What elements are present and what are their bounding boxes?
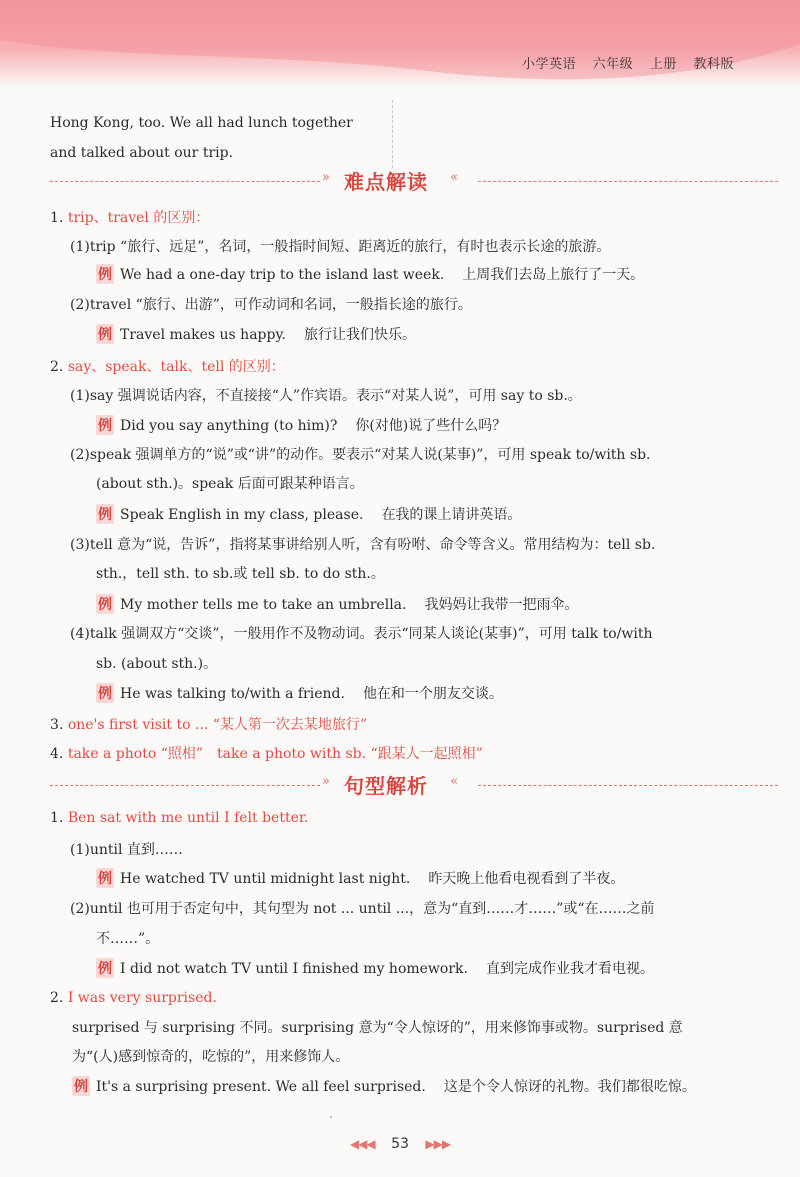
sub-item-text: (2)travel “旅行、出游”，可作动词和名词，一般指长途的旅行。: [70, 297, 472, 313]
list-item: [50, 714, 367, 734]
example-en: We had a one-day trip to the island last week.: [120, 267, 445, 283]
triple-left-triangles-icon: ◀◀◀: [349, 1137, 375, 1151]
body-text: surprised 与 surprising 不同。surprising 意为“令人惊讶的”，用来修饰事或物。surprised 意: [72, 1020, 683, 1036]
item-heading: say、speak、talk、tell 的区别：: [67, 359, 285, 375]
sub-item-text: (1)trip “旅行、远足”，名词，一般指时间短、距离近的旅行，有时也表示长途的旅游。: [70, 239, 611, 255]
example-zh: 直到完成作业我才看电视。: [485, 961, 654, 977]
page-footer: [0, 1136, 800, 1152]
example-en: My mother tells me to take an umbrella.: [120, 597, 407, 613]
example-en: Speak English in my class, please.: [120, 507, 364, 523]
example-en: He was talking to/with a friend.: [120, 686, 345, 702]
top-text-line: Hong Kong, too. We all had lunch together: [50, 115, 353, 131]
dash-line: [478, 181, 778, 182]
example-row: [96, 868, 624, 888]
sub-item-text: (1)say 强调说话内容，不直接接“人”作宾语。表示“对某人说”，可用 say to sb.。: [70, 388, 582, 404]
sub-item-text: (2)until 也可用于否定句中，其句型为 not ... until ...，意为“直到……才……”或“在……之前: [70, 901, 655, 917]
sub-item-text: (2)speak 强调单方的“说”或“讲”的动作。要表示“对某人说(某事)”，可用 speak to/with sb.: [70, 447, 651, 463]
example-tag: 例: [96, 683, 114, 703]
example-tag: 例: [96, 504, 114, 524]
section-title-bar: [50, 772, 778, 800]
item-number: 3.: [50, 717, 64, 733]
section-title-bar: [50, 168, 778, 196]
item-heading: take a photo “照相” take a photo with sb. “跟某人一起照相”: [67, 746, 483, 762]
decorative-dot: [330, 1116, 332, 1118]
dash-line: [50, 785, 320, 786]
double-left-arrow-icon: «: [450, 774, 458, 789]
item-number: 2.: [50, 359, 64, 375]
example-row: [96, 958, 654, 978]
example-en: Travel makes us happy.: [120, 327, 286, 343]
header-subject: 小学英语: [522, 57, 577, 72]
column-divider: [392, 100, 393, 168]
example-row: [96, 504, 521, 524]
item-heading: trip、travel 的区别：: [67, 210, 210, 226]
item-number: 4.: [50, 746, 64, 762]
list-item: [50, 810, 308, 826]
triple-right-triangles-icon: ▶▶▶: [425, 1137, 451, 1151]
header-edition: 教科版: [693, 57, 734, 72]
item-heading: I was very surprised.: [67, 990, 217, 1006]
sub-item-text-cont: sb. (about sth.)。: [96, 656, 218, 672]
example-row: [96, 415, 506, 435]
example-tag: 例: [96, 958, 114, 978]
header-text: [510, 53, 734, 72]
list-item: [50, 990, 217, 1006]
header-wave: [0, 0, 800, 88]
top-text-block: [50, 108, 368, 168]
example-en: He watched TV until midnight last night.: [120, 871, 411, 887]
body-text: 为“(人)感到惊奇的，吃惊的”，用来修饰人。: [72, 1049, 350, 1065]
page-number: 53: [391, 1136, 409, 1152]
section-title: 难点解读: [344, 170, 428, 194]
example-en: It's a surprising present. We all feel surprised.: [96, 1079, 426, 1095]
list-item: [50, 743, 483, 763]
example-zh: 他在和一个朋友交谈。: [362, 686, 503, 702]
top-text-line: and talked about our trip.: [50, 145, 234, 161]
item-heading: Ben sat with me until I felt better.: [67, 810, 309, 826]
example-zh: 这是个令人惊讶的礼物。我们都很吃惊。: [443, 1079, 696, 1095]
example-tag: 例: [96, 868, 114, 888]
example-tag: 例: [96, 324, 114, 344]
example-row: [72, 1076, 696, 1096]
example-row: [96, 324, 416, 344]
example-zh: 旅行让我们快乐。: [303, 327, 416, 343]
dash-line: [478, 785, 778, 786]
item-number: 1.: [50, 210, 64, 226]
list-item: [50, 356, 285, 376]
example-row: [96, 683, 503, 703]
example-zh: 在我的课上请讲英语。: [381, 507, 522, 523]
item-number: 2.: [50, 990, 64, 1006]
example-zh: 我妈妈让我带一把雨伞。: [424, 597, 579, 613]
double-right-arrow-icon: »: [322, 170, 330, 185]
item-heading: one's first visit to ... “某人第一次去某地旅行”: [67, 717, 368, 733]
example-zh: 你(对他)说了些什么吗？: [355, 418, 507, 434]
example-tag: 例: [96, 264, 114, 284]
example-row: [96, 594, 578, 614]
example-tag: 例: [96, 594, 114, 614]
sub-item-text-cont: (about sth.)。speak 后面可跟某种语言。: [96, 476, 364, 492]
sub-item-text: (1)until 直到……: [70, 842, 183, 858]
sub-item-text-cont: 不……”。: [96, 931, 160, 947]
example-row: [96, 264, 644, 284]
example-en: I did not watch TV until I finished my homework.: [120, 961, 468, 977]
header-band: [0, 0, 800, 88]
example-tag: 例: [72, 1076, 90, 1096]
sub-item-text-cont: sth.，tell sth. to sb.或 tell sb. to do sth.。: [96, 566, 385, 582]
example-zh: 昨天晚上他看电视看到了半夜。: [428, 871, 625, 887]
sub-item-text: (3)tell 意为“说，告诉”，指将某事讲给别人听，含有吩咐、命令等含义。常用结构为：tell sb.: [70, 537, 656, 553]
double-left-arrow-icon: «: [450, 170, 458, 185]
sub-item-text: (4)talk 强调双方“交谈”，一般用作不及物动词。表示“同某人谈论(某事)”，可用 talk to/with: [70, 626, 653, 642]
list-item: [50, 207, 209, 227]
example-en: Did you say anything (to him)?: [120, 418, 338, 434]
header-grade: 六年级: [592, 57, 634, 72]
example-zh: 上周我们去岛上旅行了一天。: [462, 267, 645, 283]
item-number: 1.: [50, 810, 64, 826]
double-right-arrow-icon: »: [322, 774, 330, 789]
section-title: 句型解析: [344, 774, 428, 798]
dash-line: [50, 181, 320, 182]
example-tag: 例: [96, 415, 114, 435]
header-volume: 上册: [649, 57, 677, 72]
